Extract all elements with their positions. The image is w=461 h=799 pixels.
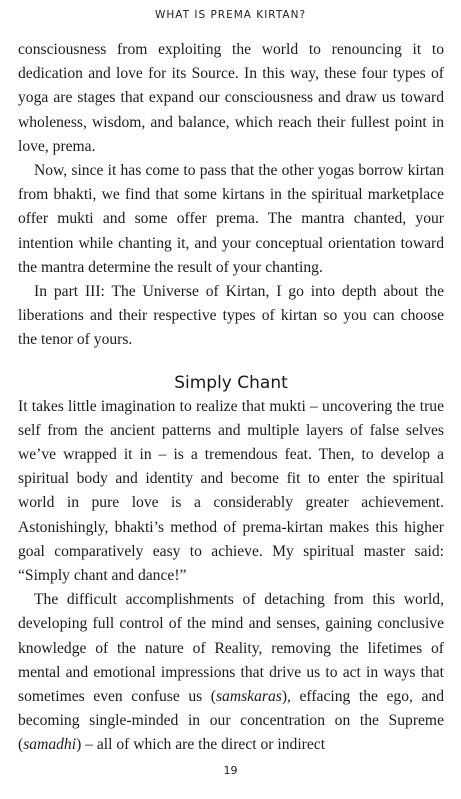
paragraph-text: The difficult accomplishments of detaching from this world, developing full control of the mind and senses, gaining conclusive knowledge of the nature of Reality, removing the lifetimes of mental and emotional impressions that drive us to act in ways that sometimes even confuse us ( (18, 591, 444, 706)
paragraph: In part III: The Universe of Kirtan, I go into depth about the liberations and their respective types of kirtan so you can choose the tenor of yours. (18, 283, 444, 349)
paragraph-text: ) – all of which are the direct or indirect (76, 736, 326, 754)
section-heading: Simply Chant (174, 372, 288, 393)
running-header: WHAT IS PREMA KIRTAN? (154, 9, 307, 21)
italic-term: samskaras (215, 688, 282, 706)
paragraph: Now, since it has come to pass that the other yogas borrow kirtan from bhakti, we find that some kirtans in the spiritual marketplace offer mukti and some offer prema. The mantra chanted, your intention while chanting it, and your conceptual orientation toward the mantra determine the result of your chanting. (18, 162, 444, 276)
paragraph-continued: consciousness from exploiting the world to renouncing it to dedication and love for its Source. In this way, these four types of yoga are stages that expand our consciousness and draw us toward wholeness, wisdom, and balance, which reach their fullest point in love, prema. (18, 41, 444, 155)
paragraph: It takes little imagination to realize that mukti – uncovering the true self from the ancient patterns and multiple layers of false selves we’ve wrapped it in – is a tremendous feat. Then, to develop a spiritual body and identity and become fit to enter the spiritual world in pure love is a considerably greater achievement. Astonishingly, bhakti’s method of prema-kirtan makes this higher goal comparatively easy to achieve. My spiritual master said: “Simply chant and dance!” (18, 397, 444, 585)
italic-term: samadhi (23, 736, 77, 754)
page-number: 19 (223, 764, 238, 777)
paragraph-text: ), effacing the ego, and becoming single-minded in our concentration on the Supreme ( (18, 688, 444, 754)
page-body (18, 38, 444, 758)
paragraph (18, 588, 444, 757)
